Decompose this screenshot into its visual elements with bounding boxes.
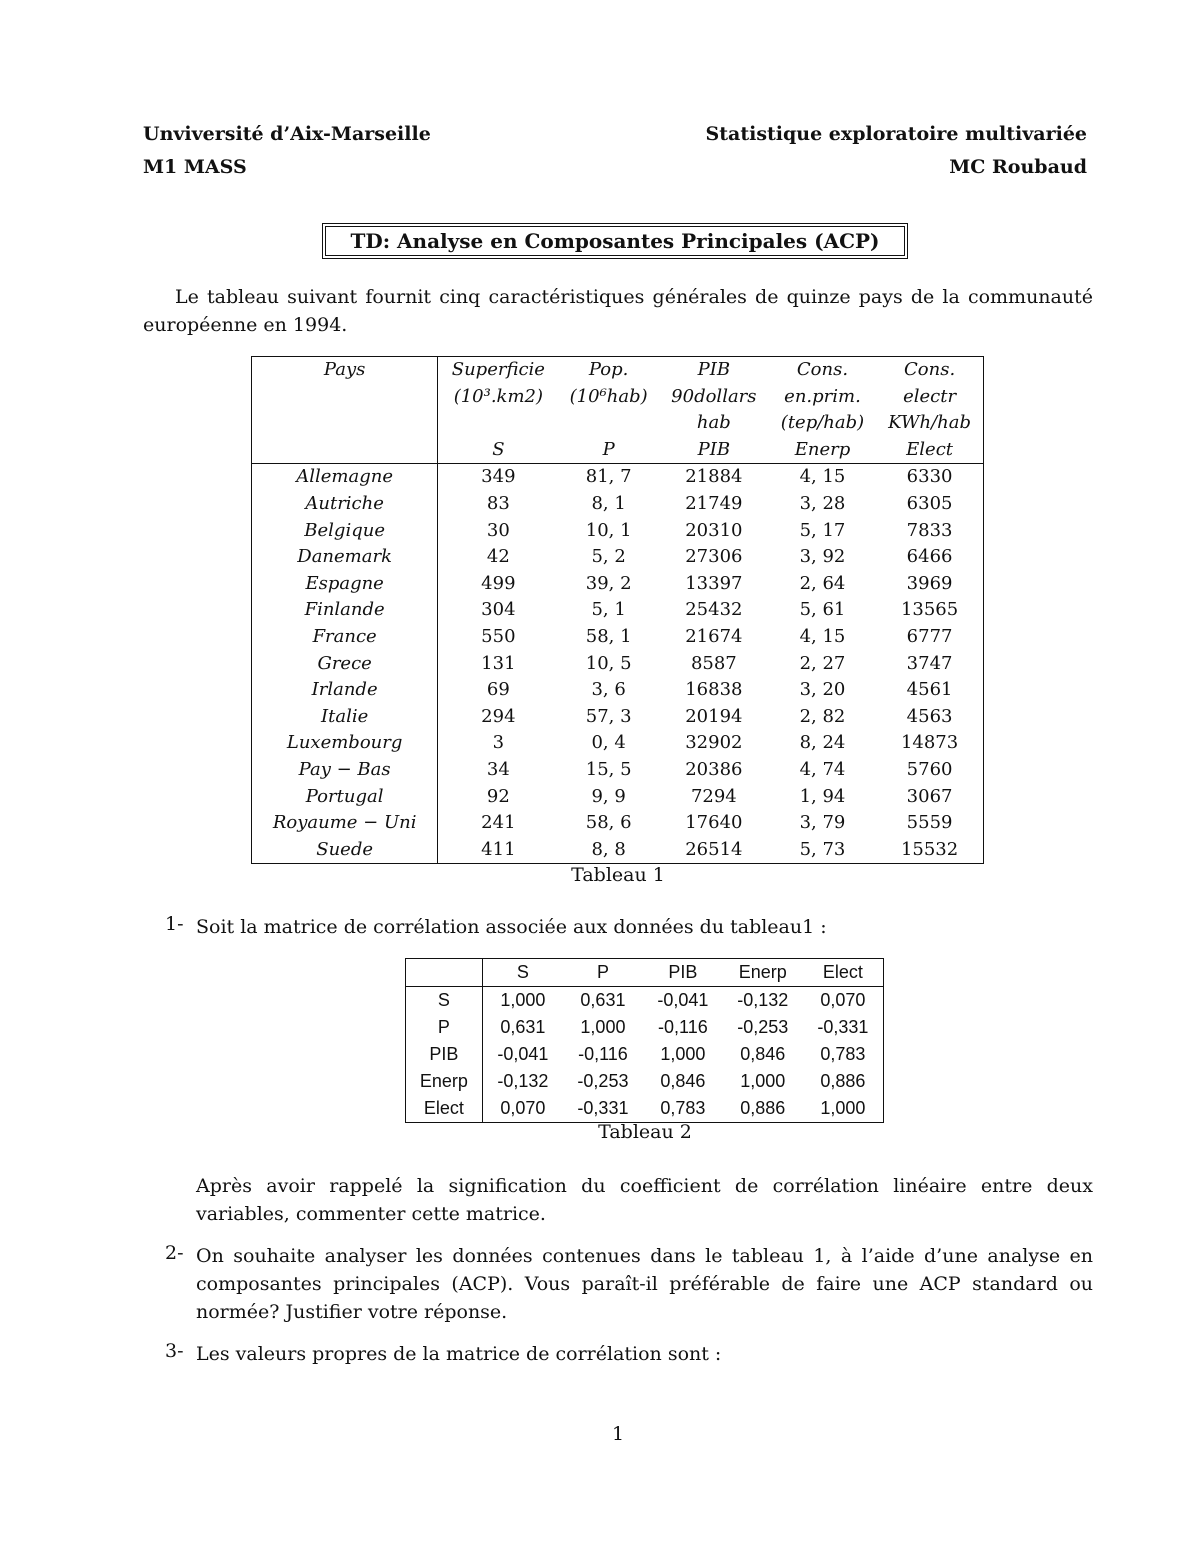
table-row	[252, 677, 984, 704]
column-header: Pop.	[588, 359, 629, 380]
country-name: Espagne	[252, 571, 438, 598]
table-row	[252, 810, 984, 837]
country-name: Royaume − Uni	[252, 810, 438, 837]
header-row	[252, 384, 984, 411]
table-cell: 1,000	[820, 1098, 866, 1118]
column-header	[406, 959, 483, 987]
table-cell: 2, 27	[799, 652, 846, 674]
table-row	[252, 624, 984, 651]
table-cell: 0,783	[820, 1044, 866, 1064]
table-cell: 0, 4	[591, 732, 626, 754]
table-cell: 58, 1	[585, 625, 632, 647]
column-header: Enerp	[738, 962, 787, 982]
table-cell: 17640	[685, 812, 743, 834]
table-cell: 83	[486, 492, 510, 514]
table-cell: 1,000	[482, 987, 563, 1015]
correlation-matrix-table	[405, 958, 884, 1123]
table-row	[406, 1014, 884, 1041]
table-cell: 5760	[906, 758, 953, 780]
table-cell: 0,886	[820, 1071, 866, 1091]
table-cell: 21884	[659, 464, 769, 491]
header-row	[406, 959, 884, 987]
header-row	[252, 357, 984, 384]
table-row	[252, 464, 984, 491]
table-cell: 57, 3	[585, 705, 632, 727]
page-title: TD: Analyse en Composantes Principales (ACP)	[322, 223, 908, 259]
table-cell: 10, 1	[585, 519, 632, 541]
table-cell: 32902	[685, 732, 743, 754]
column-header	[252, 410, 438, 437]
country-name: Autriche	[252, 491, 438, 518]
country-name: Pay − Bas	[252, 757, 438, 784]
table-cell: -0,331	[817, 1017, 869, 1037]
table-cell: 304	[481, 599, 516, 621]
table-cell: 5, 1	[591, 599, 626, 621]
table-row	[406, 987, 884, 1015]
page-number: 1	[611, 1423, 625, 1445]
table-cell: -0,132	[497, 1071, 549, 1091]
table-cell: 5559	[906, 812, 953, 834]
table-cell: 4, 15	[799, 625, 846, 647]
table-cell: 5, 61	[799, 599, 846, 621]
table-row	[252, 837, 984, 864]
table-cell: -0,331	[577, 1098, 629, 1118]
table-cell: 0,070	[803, 987, 884, 1015]
column-header: Enerp	[794, 438, 851, 460]
table-cell: 3, 92	[799, 546, 846, 568]
row-header: Enerp	[406, 1068, 483, 1095]
table-row	[252, 518, 984, 545]
country-name: Luxembourg	[252, 730, 438, 757]
table-cell: 0,846	[740, 1044, 786, 1064]
table-cell: 1,000	[740, 1071, 786, 1091]
table-cell: 550	[481, 625, 516, 647]
table-cell: 7833	[906, 519, 953, 541]
author-name: MC Roubaud	[949, 156, 1087, 178]
country-name: Danemark	[252, 544, 438, 571]
table-cell: 69	[486, 679, 510, 701]
course-name: Statistique exploratoire multivariée	[705, 123, 1087, 145]
table-cell: 3, 6	[591, 679, 626, 701]
column-header: hab	[696, 412, 731, 434]
column-header	[438, 410, 559, 437]
table-row	[252, 704, 984, 731]
table-cell: 6330	[876, 464, 983, 491]
table-cell: 1, 94	[799, 785, 846, 807]
table-cell: 241	[481, 812, 516, 834]
column-header: (10³.km2)	[453, 385, 544, 407]
table-row	[252, 784, 984, 811]
table-cell: -0,253	[577, 1071, 629, 1091]
table-cell: 4563	[906, 705, 953, 727]
table-cell: 349	[438, 464, 559, 491]
table-cell: 3969	[906, 572, 953, 594]
table-cell: -0,132	[723, 987, 803, 1015]
table2-caption: Tableau 2	[598, 1121, 692, 1143]
table-cell: 8, 24	[799, 732, 846, 754]
table-cell: 4561	[906, 679, 953, 701]
table-cell: 0,886	[740, 1098, 786, 1118]
table-row	[252, 544, 984, 571]
header-row	[252, 410, 984, 437]
table-cell: 34	[486, 758, 510, 780]
table-cell: 3	[492, 732, 505, 754]
table-cell: 13565	[900, 599, 959, 621]
header-row	[252, 437, 984, 464]
table-cell: 27306	[685, 546, 743, 568]
country-name: Irlande	[252, 677, 438, 704]
table-cell: -0,253	[737, 1017, 789, 1037]
intro-paragraph: Le tableau suivant fournit cinq caractéristiques générales de quinze pays de la communauté européenne en 1994.	[143, 286, 1093, 336]
table-cell: 411	[481, 838, 516, 860]
column-header: KWh/hab	[888, 412, 971, 434]
country-name: Allemagne	[252, 464, 438, 491]
row-header: P	[406, 1014, 483, 1041]
question-1-number: 1-	[165, 913, 184, 935]
table-cell: 2, 64	[799, 572, 846, 594]
table-row	[252, 651, 984, 678]
table-cell: -0,116	[658, 1017, 708, 1037]
table-cell: 21749	[685, 492, 743, 514]
table-cell: 6777	[906, 625, 953, 647]
table-cell: 14873	[900, 732, 959, 754]
table-cell: 42	[486, 546, 510, 568]
table-cell: 92	[486, 785, 510, 807]
table-cell: -0,041	[497, 1044, 549, 1064]
country-name: Suede	[252, 837, 438, 864]
table-cell: 8, 8	[591, 838, 626, 860]
table-cell: -0,116	[578, 1044, 628, 1064]
table-cell: 3067	[906, 785, 953, 807]
table-cell: 131	[481, 652, 516, 674]
table-cell: 20310	[685, 519, 743, 541]
table-row	[252, 757, 984, 784]
column-header: PIB	[697, 438, 731, 460]
table-cell: 3, 79	[799, 812, 846, 834]
table-cell: 5, 2	[591, 546, 626, 568]
table-cell: 6305	[906, 492, 953, 514]
table-row	[406, 1068, 884, 1095]
column-header: Superficie	[451, 359, 545, 380]
column-header: (10⁶hab)	[569, 385, 648, 407]
table-cell: 1,000	[660, 1044, 706, 1064]
column-header: Elect	[822, 962, 863, 982]
question-3-number: 3-	[165, 1340, 184, 1362]
column-header: 90dollars	[671, 385, 757, 407]
table-cell: 15532	[900, 838, 959, 860]
country-table-header	[252, 357, 984, 464]
country-name: Portugal	[252, 784, 438, 811]
table-row	[252, 597, 984, 624]
row-header: S	[406, 987, 483, 1015]
table-cell: 10, 5	[585, 652, 632, 674]
table1-caption: Tableau 1	[571, 864, 665, 886]
row-header: PIB	[406, 1041, 483, 1068]
country-name: France	[252, 624, 438, 651]
program-name: M1 MASS	[143, 156, 247, 178]
column-header: Cons.	[904, 359, 956, 380]
table-cell: 25432	[685, 599, 743, 621]
table-cell: 4, 15	[769, 464, 876, 491]
correlation-table-body	[406, 987, 884, 1123]
table-cell: 8587	[690, 652, 737, 674]
question-1-text: Soit la matrice de corrélation associée aux données du tableau1 :	[196, 916, 827, 938]
column-header	[558, 410, 658, 437]
question-3-text: Les valeurs propres de la matrice de corrélation sont :	[196, 1343, 722, 1365]
table-cell: 8, 1	[591, 492, 626, 514]
column-header: PIB	[697, 359, 731, 380]
table-cell: 15, 5	[585, 758, 632, 780]
table-cell: 0,846	[660, 1071, 706, 1091]
column-header: (tep/hab)	[780, 412, 865, 434]
table-row	[252, 491, 984, 518]
table-row	[252, 571, 984, 598]
table-cell: 499	[481, 572, 516, 594]
table-cell: 3, 28	[799, 492, 846, 514]
column-header: PIB	[668, 962, 698, 982]
table-cell: 0,631	[563, 987, 643, 1015]
question-2-number: 2-	[165, 1242, 184, 1264]
column-header: en.prim.	[784, 385, 861, 407]
column-header: P	[602, 438, 615, 460]
table-cell: 16838	[685, 679, 743, 701]
table-cell: 26514	[685, 838, 743, 860]
table-row	[252, 730, 984, 757]
question-1-comment: Après avoir rappelé la signification du coefficient de corrélation linéaire entre deux variables, commenter cette matrice.	[196, 1175, 1093, 1225]
table-cell: 1,000	[580, 1017, 626, 1037]
table-cell: 5, 73	[799, 838, 846, 860]
country-name: Finlande	[252, 597, 438, 624]
table-cell: 0,783	[660, 1098, 706, 1118]
table-cell: 9, 9	[591, 785, 626, 807]
table-cell: 2, 82	[799, 705, 846, 727]
column-header: Cons.	[796, 359, 849, 380]
table-cell: 5, 17	[799, 519, 846, 541]
table-cell: 3747	[906, 652, 953, 674]
country-name: Grece	[252, 651, 438, 678]
country-table-body	[252, 464, 984, 864]
table-cell: 0,631	[500, 1017, 546, 1037]
table-cell: 20194	[685, 705, 743, 727]
column-header: Pays	[252, 357, 438, 384]
table-row	[406, 1041, 884, 1068]
country-name: Italie	[252, 704, 438, 731]
table-cell: -0,041	[643, 987, 723, 1015]
country-data-table	[251, 356, 984, 864]
column-header: electr	[903, 385, 957, 407]
table-cell: 6466	[906, 546, 953, 568]
table-cell: 39, 2	[585, 572, 632, 594]
university-name: Unviversité d’Aix-Marseille	[143, 123, 431, 145]
column-header: Elect	[906, 438, 954, 460]
row-header: Elect	[406, 1095, 483, 1123]
table-cell: 81, 7	[558, 464, 658, 491]
table-cell: 58, 6	[585, 812, 632, 834]
table-cell: 7294	[690, 785, 737, 807]
question-2-text: On souhaite analyser les données contenues dans le tableau 1, à l’aide d’une analyse en composantes principales (ACP). Vous paraît-il préférable de faire une ACP standard ou normée? Justifier votre réponse.	[196, 1245, 1093, 1323]
column-header	[252, 384, 438, 411]
table-row	[406, 1095, 884, 1123]
column-header	[252, 437, 438, 464]
column-header: S	[516, 962, 529, 982]
table-cell: 21674	[685, 625, 743, 647]
table-cell: 13397	[685, 572, 743, 594]
correlation-table-header	[406, 959, 884, 987]
column-header: P	[596, 962, 609, 982]
table-cell: 4, 74	[799, 758, 846, 780]
table-cell: 30	[486, 519, 510, 541]
table-cell: 3, 20	[799, 679, 846, 701]
table-cell: 20386	[685, 758, 743, 780]
table-cell: 294	[481, 705, 516, 727]
column-header: S	[492, 438, 505, 460]
table-cell: 0,070	[500, 1098, 546, 1118]
country-name: Belgique	[252, 518, 438, 545]
